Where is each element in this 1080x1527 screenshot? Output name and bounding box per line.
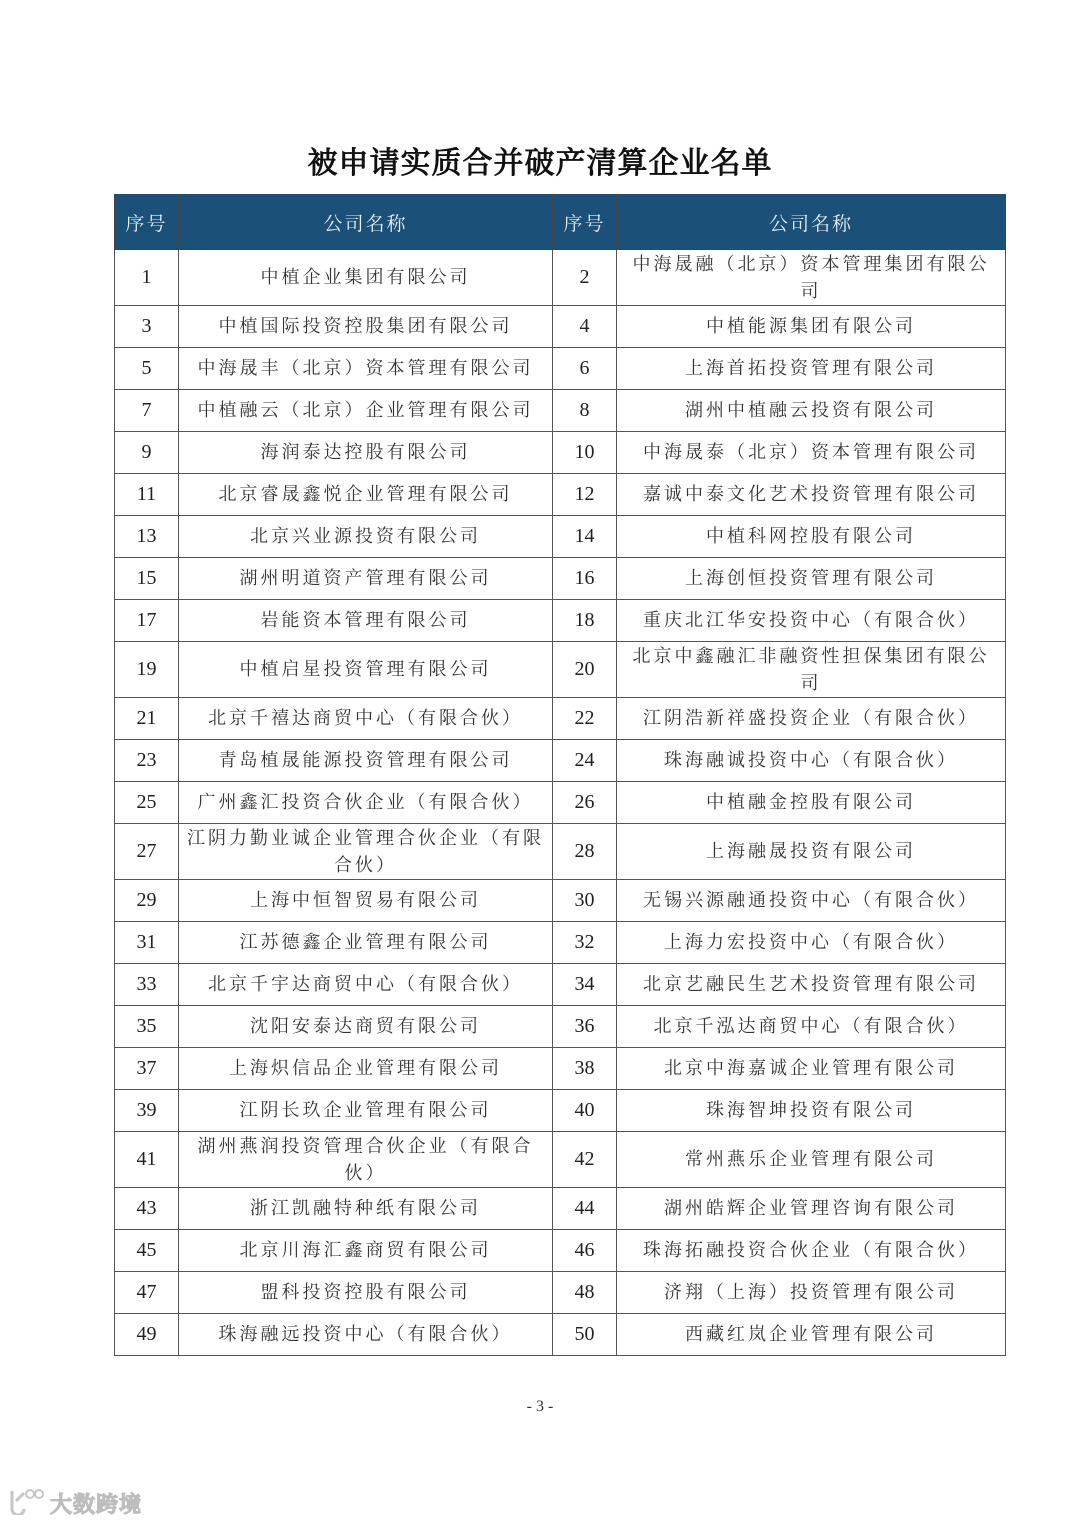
header-serial-right: 序号	[553, 195, 617, 250]
company-name-cell: 沈阳安泰达商贸有限公司	[179, 1006, 553, 1048]
table-body	[115, 250, 1006, 1356]
company-name-cell: 中植融金控股有限公司	[617, 782, 1006, 824]
serial-cell: 22	[553, 698, 617, 740]
company-name-cell: 上海融晟投资有限公司	[617, 824, 1006, 880]
serial-cell: 33	[115, 964, 179, 1006]
company-name-cell: 北京中鑫融汇非融资性担保集团有限公司	[617, 642, 1006, 698]
company-name-cell: 北京兴业源投资有限公司	[179, 516, 553, 558]
serial-cell: 10	[553, 432, 617, 474]
table-row	[115, 964, 1006, 1006]
serial-cell: 39	[115, 1090, 179, 1132]
company-name-cell: 岩能资本管理有限公司	[179, 600, 553, 642]
serial-cell: 24	[553, 740, 617, 782]
company-name-cell: 中植国际投资控股集团有限公司	[179, 306, 553, 348]
table-row	[115, 1188, 1006, 1230]
table-row	[115, 516, 1006, 558]
serial-cell: 18	[553, 600, 617, 642]
serial-cell: 47	[115, 1272, 179, 1314]
serial-cell: 13	[115, 516, 179, 558]
company-name-cell: 中植启星投资管理有限公司	[179, 642, 553, 698]
serial-cell: 28	[553, 824, 617, 880]
header-serial-left: 序号	[115, 195, 179, 250]
company-name-cell: 上海力宏投资中心（有限合伙）	[617, 922, 1006, 964]
company-name-cell: 北京千宇达商贸中心（有限合伙）	[179, 964, 553, 1006]
table-row	[115, 600, 1006, 642]
company-name-cell: 江阴力勤业诚企业管理合伙企业（有限合伙）	[179, 824, 553, 880]
serial-cell: 21	[115, 698, 179, 740]
serial-cell: 2	[553, 250, 617, 306]
company-name-cell: 珠海拓融投资合伙企业（有限合伙）	[617, 1230, 1006, 1272]
company-name-cell: 海润泰达控股有限公司	[179, 432, 553, 474]
serial-cell: 35	[115, 1006, 179, 1048]
serial-cell: 26	[553, 782, 617, 824]
serial-cell: 12	[553, 474, 617, 516]
serial-cell: 17	[115, 600, 179, 642]
serial-cell: 1	[115, 250, 179, 306]
serial-cell: 8	[553, 390, 617, 432]
table-row	[115, 642, 1006, 698]
serial-cell: 42	[553, 1132, 617, 1188]
company-name-cell: 北京睿晟鑫悦企业管理有限公司	[179, 474, 553, 516]
serial-cell: 16	[553, 558, 617, 600]
table-row	[115, 250, 1006, 306]
table-row	[115, 558, 1006, 600]
table-row	[115, 740, 1006, 782]
company-name-cell: 嘉诚中泰文化艺术投资管理有限公司	[617, 474, 1006, 516]
serial-cell: 37	[115, 1048, 179, 1090]
company-name-cell: 珠海融远投资中心（有限合伙）	[179, 1314, 553, 1356]
company-name-cell: 北京千泓达商贸中心（有限合伙）	[617, 1006, 1006, 1048]
table-row	[115, 1006, 1006, 1048]
company-name-cell: 湖州中植融云投资有限公司	[617, 390, 1006, 432]
table-row	[115, 306, 1006, 348]
company-name-cell: 广州鑫汇投资合伙企业（有限合伙）	[179, 782, 553, 824]
table-row	[115, 390, 1006, 432]
company-name-cell: 北京艺融民生艺术投资管理有限公司	[617, 964, 1006, 1006]
table-row	[115, 474, 1006, 516]
serial-cell: 40	[553, 1090, 617, 1132]
serial-cell: 19	[115, 642, 179, 698]
company-name-cell: 西藏红岚企业管理有限公司	[617, 1314, 1006, 1356]
serial-cell: 14	[553, 516, 617, 558]
company-name-cell: 北京川海汇鑫商贸有限公司	[179, 1230, 553, 1272]
serial-cell: 50	[553, 1314, 617, 1356]
serial-cell: 4	[553, 306, 617, 348]
table-row	[115, 782, 1006, 824]
table-row	[115, 432, 1006, 474]
company-list-table	[114, 194, 1006, 1356]
company-name-cell: 上海中恒智贸易有限公司	[179, 880, 553, 922]
serial-cell: 30	[553, 880, 617, 922]
serial-cell: 11	[115, 474, 179, 516]
serial-cell: 3	[115, 306, 179, 348]
header-company-right: 公司名称	[617, 195, 1006, 250]
company-name-cell: 江阴长玖企业管理有限公司	[179, 1090, 553, 1132]
serial-cell: 31	[115, 922, 179, 964]
serial-cell: 7	[115, 390, 179, 432]
page-number: - 3 -	[526, 1398, 554, 1415]
company-name-cell: 青岛植晟能源投资管理有限公司	[179, 740, 553, 782]
serial-cell: 20	[553, 642, 617, 698]
company-name-cell: 江阴浩新祥盛投资企业（有限合伙）	[617, 698, 1006, 740]
serial-cell: 27	[115, 824, 179, 880]
company-name-cell: 浙江凯融特种纸有限公司	[179, 1188, 553, 1230]
serial-cell: 29	[115, 880, 179, 922]
company-name-cell: 湖州明道资产管理有限公司	[179, 558, 553, 600]
table-row	[115, 1230, 1006, 1272]
serial-cell: 32	[553, 922, 617, 964]
serial-cell: 49	[115, 1314, 179, 1356]
table-header-row	[115, 195, 1006, 250]
company-name-cell: 常州燕乐企业管理有限公司	[617, 1132, 1006, 1188]
table-row	[115, 348, 1006, 390]
company-name-cell: 济翔（上海）投资管理有限公司	[617, 1272, 1006, 1314]
company-name-cell: 上海首拓投资管理有限公司	[617, 348, 1006, 390]
watermark	[8, 1488, 142, 1518]
company-name-cell: 珠海智坤投资有限公司	[617, 1090, 1006, 1132]
company-name-cell: 中植能源集团有限公司	[617, 306, 1006, 348]
serial-cell: 46	[553, 1230, 617, 1272]
table-row	[115, 922, 1006, 964]
company-name-cell: 中植企业集团有限公司	[179, 250, 553, 306]
serial-cell: 5	[115, 348, 179, 390]
company-name-cell: 无锡兴源融通投资中心（有限合伙）	[617, 880, 1006, 922]
company-name-cell: 珠海融诚投资中心（有限合伙）	[617, 740, 1006, 782]
company-name-cell: 中植融云（北京）企业管理有限公司	[179, 390, 553, 432]
table-row	[115, 698, 1006, 740]
serial-cell: 6	[553, 348, 617, 390]
table-row	[115, 1048, 1006, 1090]
company-name-cell: 重庆北江华安投资中心（有限合伙）	[617, 600, 1006, 642]
document-title: 被申请实质合并破产清算企业名单	[307, 146, 773, 181]
serial-cell: 48	[553, 1272, 617, 1314]
table-row	[115, 880, 1006, 922]
serial-cell: 36	[553, 1006, 617, 1048]
watermark-text: 大数跨境	[50, 1492, 143, 1518]
company-name-cell: 江苏德鑫企业管理有限公司	[179, 922, 553, 964]
company-name-cell: 湖州皓辉企业管理咨询有限公司	[617, 1188, 1006, 1230]
table-row	[115, 1314, 1006, 1356]
serial-cell: 41	[115, 1132, 179, 1188]
table-row	[115, 824, 1006, 880]
watermark-logo-icon	[8, 1487, 44, 1519]
table-row	[115, 1090, 1006, 1132]
company-name-cell: 湖州燕润投资管理合伙企业（有限合伙）	[179, 1132, 553, 1188]
company-name-cell: 盟科投资控股有限公司	[179, 1272, 553, 1314]
serial-cell: 15	[115, 558, 179, 600]
serial-cell: 23	[115, 740, 179, 782]
serial-cell: 45	[115, 1230, 179, 1272]
company-name-cell: 北京千禧达商贸中心（有限合伙）	[179, 698, 553, 740]
company-name-cell: 上海创恒投资管理有限公司	[617, 558, 1006, 600]
company-name-cell: 中海晟融（北京）资本管理集团有限公司	[617, 250, 1006, 306]
table-row	[115, 1272, 1006, 1314]
company-name-cell: 上海炽信品企业管理有限公司	[179, 1048, 553, 1090]
serial-cell: 34	[553, 964, 617, 1006]
company-name-cell: 北京中海嘉诚企业管理有限公司	[617, 1048, 1006, 1090]
company-name-cell: 中海晟泰（北京）资本管理有限公司	[617, 432, 1006, 474]
serial-cell: 44	[553, 1188, 617, 1230]
header-company-left: 公司名称	[179, 195, 553, 250]
serial-cell: 9	[115, 432, 179, 474]
serial-cell: 25	[115, 782, 179, 824]
company-name-cell: 中海晟丰（北京）资本管理有限公司	[179, 348, 553, 390]
table-row	[115, 1132, 1006, 1188]
company-name-cell: 中植科网控股有限公司	[617, 516, 1006, 558]
serial-cell: 43	[115, 1188, 179, 1230]
serial-cell: 38	[553, 1048, 617, 1090]
